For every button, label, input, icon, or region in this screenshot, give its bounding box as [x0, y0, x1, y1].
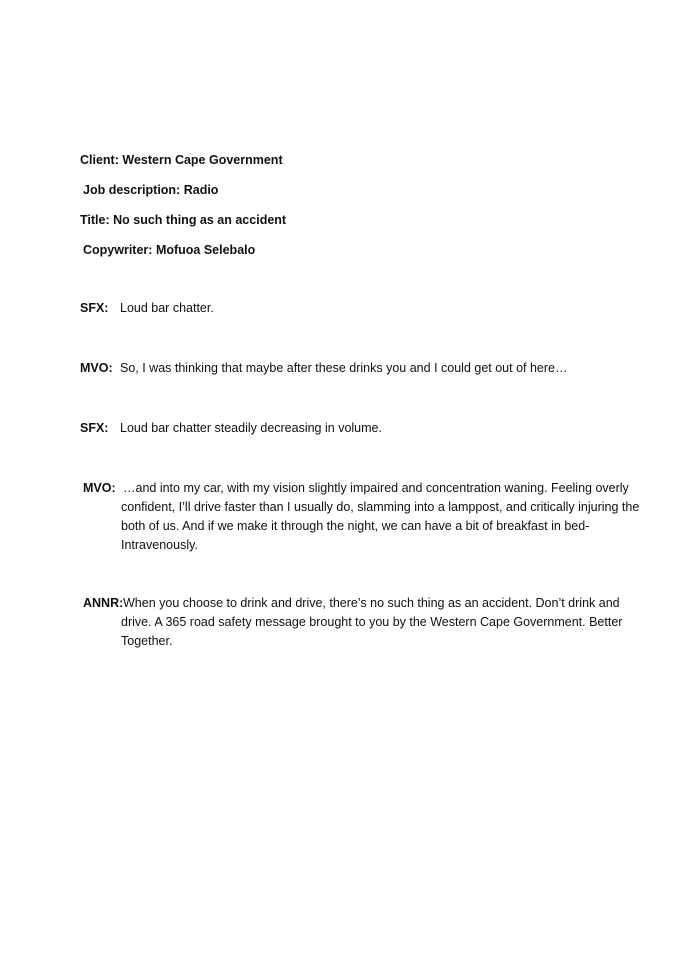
entry-text: Loud bar chatter steadily decreasing in volume. — [120, 421, 382, 435]
copywriter-line — [83, 242, 255, 258]
entry-label: SFX: — [80, 421, 109, 435]
entry-label: SFX: — [80, 301, 109, 315]
entry-label: MVO: — [80, 361, 113, 375]
client-value: Western Cape Government — [122, 153, 283, 167]
script-entry-annr — [83, 594, 641, 651]
client-label: Client: — [80, 153, 119, 167]
job-description-label: Job description: — [83, 183, 181, 197]
entry-text: Loud bar chatter. — [120, 301, 214, 315]
script-entry-mvo-2 — [83, 479, 641, 555]
entry-text: …and into my car, with my vision slightly impaired and concentration waning. Feeling overly confident, I’ll drive faster than I usually do, slamming into a lamppost, and critically injuring the both of us. And if we make it through the night, we can have a bit of breakfast in bed- Intravenously. — [121, 481, 640, 552]
copywriter-value: Mofuoa Selebalo — [155, 243, 256, 257]
title-label: Title: — [80, 213, 110, 227]
client-line — [80, 152, 283, 168]
entry-label: MVO: — [83, 481, 116, 495]
job-description-line — [83, 182, 218, 198]
script-entry-sfx-1 — [80, 299, 610, 318]
copywriter-label: Copywriter: — [83, 243, 153, 257]
entry-label: ANNR: — [83, 596, 124, 610]
entry-text: When you choose to drink and drive, there’s no such thing as an accident. Don’t drink and drive. A 365 road safety message brought to you by the Western Cape Government. Better Together. — [121, 596, 623, 648]
script-entry-mvo-1 — [80, 359, 610, 378]
title-line — [80, 212, 286, 228]
entry-text: So, I was thinking that maybe after these drinks you and I could get out of here… — [120, 361, 568, 375]
script-entry-sfx-2 — [80, 419, 610, 438]
title-value: No such thing as an accident — [113, 213, 287, 227]
job-description-value: Radio — [183, 183, 219, 197]
